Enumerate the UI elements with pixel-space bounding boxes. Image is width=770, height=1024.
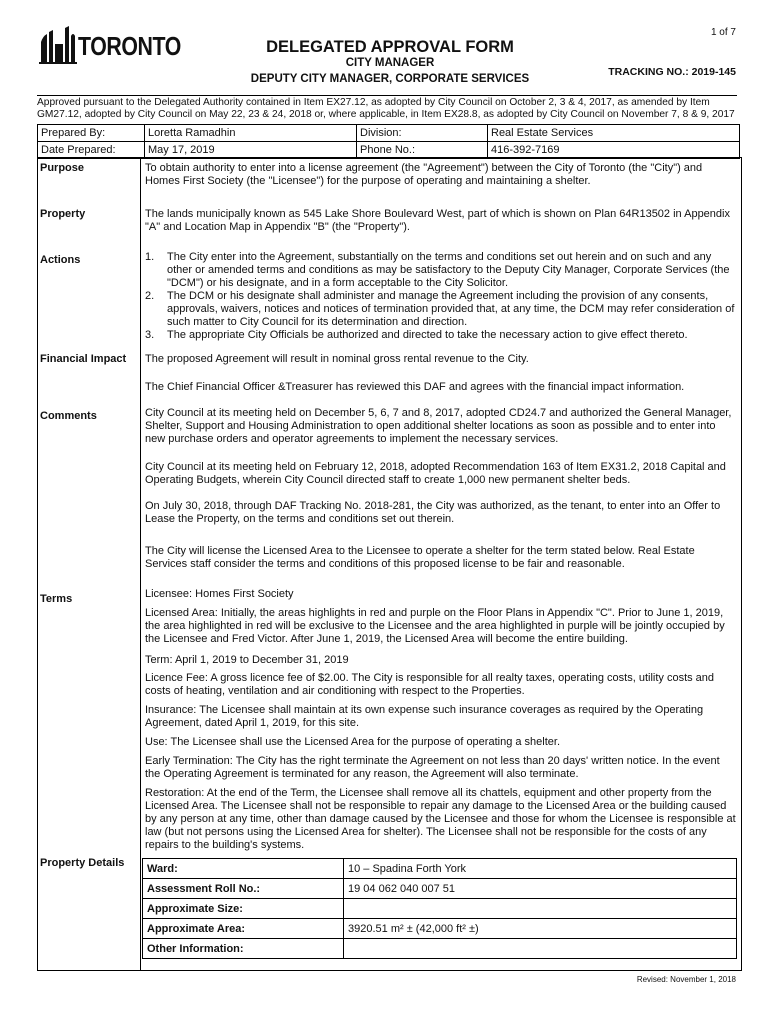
comments-text-1: City Council at its meeting held on December 5, 6, 7 and 8, 2017, adopted CD24.7 and authorized the General Manager, Shelter, Support and Housing Administration to open additional shelter locations as soon as possible and to enter into new purchase orders and operator agreements to implement the necessary services. — [145, 407, 732, 445]
property-text: The lands municipally known as 545 Lake Shore Boulevard West, part of which is shown on Plan 64R13502 in Appendix "A" and Location Map in Appendix "B" (the "Property"). — [145, 208, 730, 233]
authority-statement: Approved pursuant to the Delegated Authority contained in Item EX27.12, as adopted by City Council on October 2, 3 & 4, 2017, as amended by Item GM27.12, adopted by City Council on May 22, 23 & 24, 2018 or, where applicable, in Item EX28.8, as adopted by City Council on November 7, 8 & 9, 2017 — [37, 95, 737, 121]
form-title: DELEGATED APPROVAL FORM — [266, 38, 514, 56]
terms-licensee: Licensee: Homes First Society — [145, 588, 294, 600]
comments-text-2: City Council at its meeting held on February 12, 2018, adopted Recommendation 163 of Item EX31.2, 2018 Capital and Operating Budgets, wherein City Council directed staff to create 1,000 new permanent shelter beds. — [145, 461, 726, 486]
action-item: 1. The City enter into the Agreement, substantially on the terms and conditions set out herein and on such and any other or amended terms and conditions as may be satisfactory to the Deputy City Manager, Corporate Services (the "DCM") or his designate, and in a form acceptable to the City Solicitor. — [145, 251, 730, 289]
property-details-table — [142, 858, 737, 959]
terms-restoration: Restoration: At the end of the Term, the Licensee shall remove all its chattels, equipment and other property from the Licensed Area. The Licensee shall not be responsible to repair any damage to the Licensed Area or the building caused by any person at any time, other than damage caused by the Licensee and those for whom the Licensee is responsible at law (but not persons using the Licensed Area for shelter). The Licensee shall not be responsible for the costs of any repairs to the building's systems. — [145, 787, 736, 851]
phone-value: 416-392-7169 — [488, 142, 740, 159]
comments-text-3: On July 30, 2018, through DAF Tracking No. 2018-281, the City was authorized, as the tenant, to enter into an Offer to Lease the Property, on the terms and conditions set out therein. — [145, 500, 721, 525]
column-divider — [140, 157, 141, 970]
header-table — [37, 124, 740, 159]
form-subtitle-city-manager: CITY MANAGER — [345, 57, 435, 69]
terms-licence-fee: Licence Fee: A gross licence fee of $2.00. The City is responsible for all realty taxes, operating costs, utility costs and costs of heating, ventilation and air conditioning with respect to the Properties. — [145, 672, 715, 697]
property-details-label: Property Details — [40, 857, 125, 869]
table-row: Approximate Area: 3920.51 m² ± (42,000 ft² ±) — [143, 919, 737, 939]
tracking-number: TRACKING NO.: 2019-145 — [608, 66, 736, 78]
action-item: 2. The DCM or his designate shall administer and manage the Agreement including the provision of any consents, approvals, waivers, notices and notices of termination provided that, at any time, the DCM may refer consideration of such matter to City Council for its determination and direction. — [145, 290, 735, 328]
terms-insurance: Insurance: The Licensee shall maintain at its own expense such insurance coverages as required by the Operating Agreement, dated April 1, 2019, for this site. — [145, 704, 704, 729]
purpose-text: To obtain authority to enter into a license agreement (the "Agreement") between the City of Toronto (the "City") and Homes First Society (the "Licensee") for the purpose of operating and maintaining a shelter. — [145, 162, 703, 187]
terms-licensed-area: Licensed Area: Initially, the areas highlights in red and purple on the Floor Plans in Appendix "C". Prior to June 1, 2019, the area highlighted in red will be exclusive to the Licensee and the area highlighted in purple will be jointly occupied by the Licensee and Fred Victor. After June 1, 2019, the Licensed Area will become the entire building. — [145, 607, 725, 645]
financial-impact-text-2: The Chief Financial Officer &Treasurer has reviewed this DAF and agrees with the financial impact information. — [145, 381, 685, 393]
logo-wordmark: TORONTO — [78, 31, 181, 61]
prepared-by-label: Prepared By: — [38, 125, 145, 142]
division-value: Real Estate Services — [488, 125, 740, 142]
comments-text-4: The City will license the Licensed Area to the Licensee to operate a shelter for the term stated below. Real Estate Services staff consider the terms and conditions of this proposed license to be fair and reasonable. — [145, 545, 695, 570]
prepared-by-value: Loretta Ramadhin — [145, 125, 357, 142]
date-label: Date Prepared: — [38, 142, 145, 159]
actions-label: Actions — [40, 254, 81, 266]
table-row: Ward: 10 – Spadina Forth York — [143, 859, 737, 879]
form-subtitle-deputy: DEPUTY CITY MANAGER, CORPORATE SERVICES — [250, 73, 530, 85]
comments-label: Comments — [40, 410, 97, 422]
revised-date: Revised: November 1, 2018 — [636, 975, 736, 984]
financial-impact-label: Financial Impact — [40, 353, 127, 365]
actions-list — [145, 251, 737, 342]
property-label: Property — [40, 208, 86, 220]
phone-label: Phone No.: — [357, 142, 488, 159]
action-item: 3. The appropriate City Officials be authorized and directed to take the necessary action to give effect thereto. — [145, 329, 688, 341]
terms-early-termination: Early Termination: The City has the right terminate the Agreement on not less than 20 days' written notice. In the event the Operating Agreement is terminated for any reason, the Agreement will also terminate. — [145, 755, 720, 780]
table-row: Assessment Roll No.: 19 04 062 040 007 51 — [143, 879, 737, 899]
page-number: 1 of 7 — [710, 27, 736, 38]
financial-impact-text-1: The proposed Agreement will result in nominal gross rental revenue to the City. — [145, 353, 529, 365]
division-label: Division: — [357, 125, 488, 142]
terms-use: Use: The Licensee shall use the Licensed Area for the purpose of operating a shelter. — [145, 736, 561, 748]
terms-term: Term: April 1, 2019 to December 31, 2019 — [145, 654, 349, 666]
table-row: Approximate Size: — [143, 899, 737, 919]
terms-label: Terms — [40, 593, 73, 605]
table-row: Other Information: — [143, 939, 737, 959]
date-value: May 17, 2019 — [145, 142, 357, 159]
purpose-label: Purpose — [40, 162, 85, 174]
